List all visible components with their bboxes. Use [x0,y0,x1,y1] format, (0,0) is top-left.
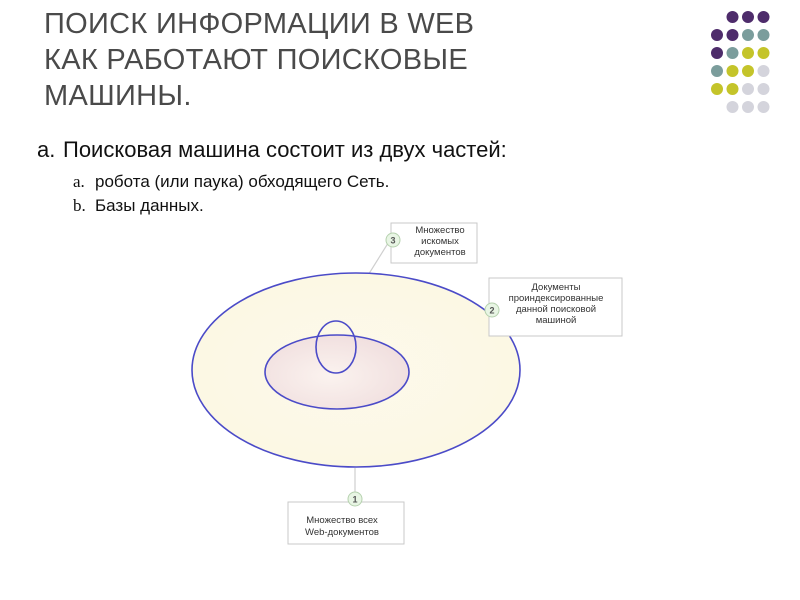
callout-3-line-3: документов [414,247,466,258]
title-line-3: МАШИНЫ. [44,80,192,112]
callout-1-line-1: Множество всех [306,515,378,526]
sub-bullet-text-a: робота (или паука) обходящего Сеть. [95,172,390,191]
callout-1-line-2: Web-документов [305,527,379,538]
callout-3-line-1: Множество [415,225,465,236]
callout-searched-documents [386,223,477,263]
callout-2-line-1: Документы [531,282,581,293]
callout-3-number: 3 [390,235,396,246]
main-bullet-text: Поисковая машина состоит из двух частей: [63,137,507,162]
callout-3-line-2: искомых [421,236,459,247]
callout-2-line-2: проиндексированные [508,293,604,304]
sub-bullet-marker-b: b. [73,196,86,215]
callout-2-line-3: данной поисковой [515,304,597,315]
main-bullet-marker: a. [37,137,56,162]
title-line-2: КАК РАБОТАЮТ ПОИСКОВЫЕ [44,44,468,76]
callout-1-number: 1 [352,494,358,505]
callout-2-number: 2 [489,305,495,316]
sub-bullet-marker-a: a. [73,172,85,191]
callout-indexed-documents [485,278,622,336]
ellipse-indexed-documents [265,335,409,409]
sub-bullet-text-b: Базы данных. [95,196,204,215]
callout-2-line-4: машиной [535,315,577,326]
title-line-1: ПОИСК ИНФОРМАЦИИ В WEB [44,8,475,40]
callout-all-web-documents [288,492,404,544]
